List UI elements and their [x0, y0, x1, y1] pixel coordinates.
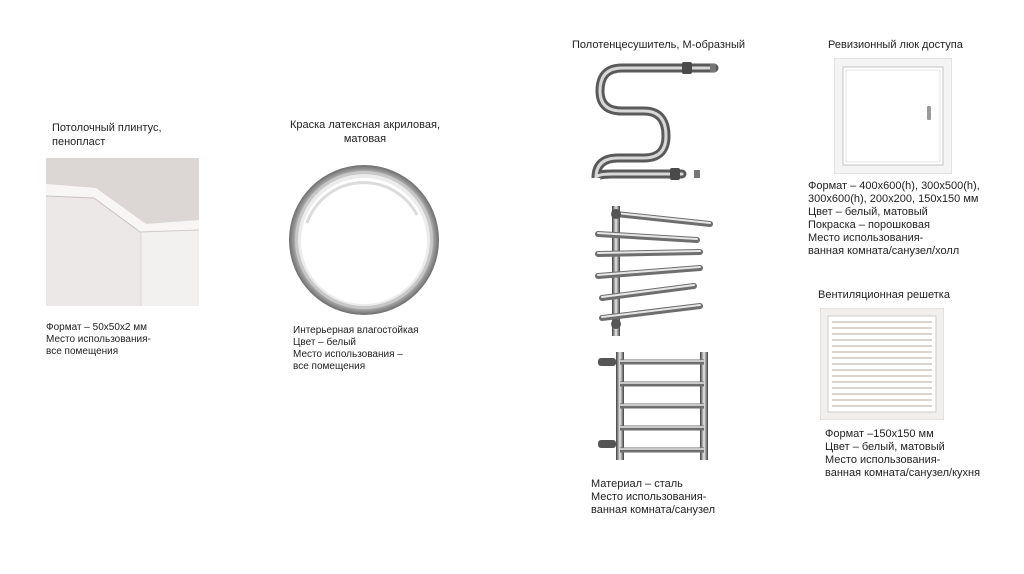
hatch-desc-line: 300х600(h), 200х200, 150х150 мм [808, 193, 979, 205]
molding-desc-line: Формат – 50х50х2 мм [46, 322, 147, 333]
paint-desc-line: Цвет – белый [293, 337, 356, 348]
towel-dryer-title-line: Полотенцесушитель, М-образный [572, 39, 746, 51]
paint-can-photo [287, 163, 441, 317]
paint-desc-line: Место использования – [293, 349, 403, 360]
paint-description [293, 325, 419, 373]
grille-desc-line: Место использования- [825, 454, 941, 466]
molding-description [46, 322, 151, 358]
towel-dryer-desc-line: ванная комната/санузел [591, 504, 716, 516]
molding-desc-line: все помещения [46, 346, 119, 357]
towel-dryer-description [591, 478, 715, 517]
towel-dryer-desc-line: Материал – сталь [591, 478, 683, 490]
grille-title-line: Вентиляционная решетка [818, 289, 950, 301]
ceiling-molding-photo [46, 158, 199, 306]
paint-title [270, 118, 460, 146]
hatch-desc-line: Цвет – белый, матовый [808, 206, 928, 218]
grille-title [818, 288, 950, 302]
hatch-title-line: Ревизионный люк доступа [828, 39, 963, 51]
molding-desc-line: Место использования- [46, 334, 151, 345]
towel-dryer-desc-line: Место использования- [591, 491, 707, 503]
molding-title-line: Потолочный плинтус, [52, 122, 162, 134]
paint-desc-line: Интерьерная влагостойкая [293, 325, 419, 336]
hatch-desc-line: Покраска – порошковая [808, 219, 930, 231]
grille-desc-line: ванная комната/санузел/кухня [825, 467, 981, 479]
paint-desc-line: все помещения [293, 361, 366, 372]
grille-desc-line: Формат –150х150 мм [825, 428, 934, 440]
molding-title [52, 121, 162, 149]
hatch-desc-line: Место использования- [808, 232, 924, 244]
paint-title-line: матовая [343, 133, 387, 145]
access-hatch-photo [834, 58, 952, 174]
molding-title-line: пенопласт [52, 136, 106, 148]
paint-title-line: Краска латексная акриловая, [289, 119, 441, 131]
towel-dryer-photo [582, 56, 722, 466]
hatch-title [828, 38, 963, 52]
hatch-description [808, 180, 980, 258]
hatch-desc-line: Формат – 400х600(h), 300х500(h), [808, 180, 980, 192]
vent-grille-photo [820, 308, 944, 420]
hatch-desc-line: ванная комната/санузел/холл [808, 245, 960, 257]
grille-description [825, 428, 980, 480]
towel-dryer-title [572, 38, 745, 52]
grille-desc-line: Цвет – белый, матовый [825, 441, 945, 453]
